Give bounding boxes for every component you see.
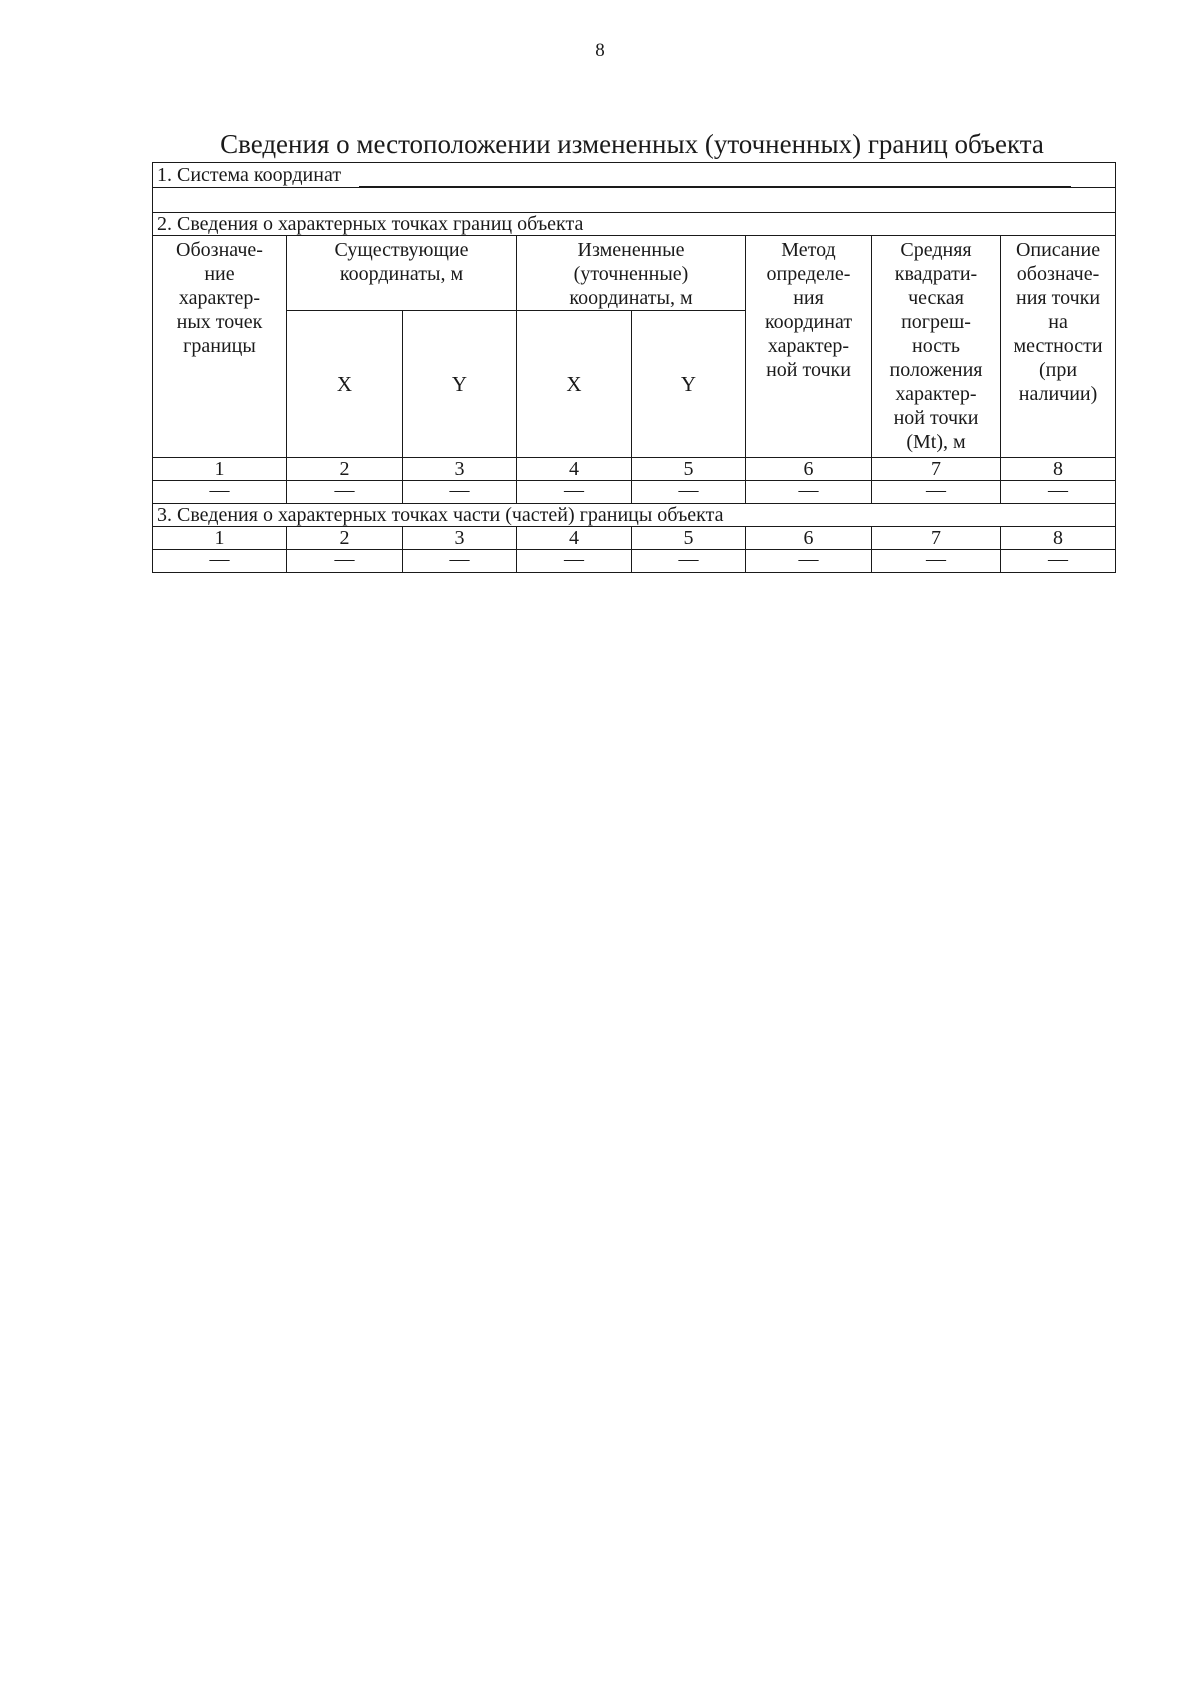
section-3-column-numbers bbox=[153, 527, 1116, 550]
table-cell: — bbox=[746, 481, 872, 504]
header-point-description: Описание обозначе- ния точки на местности (при наличии) bbox=[1001, 236, 1116, 458]
column-number: 5 bbox=[632, 458, 746, 481]
page-number: 8 bbox=[595, 40, 605, 61]
column-number: 4 bbox=[517, 458, 632, 481]
header-method: Метод определе- ния координат характер- ной точки bbox=[746, 236, 872, 458]
column-number: 8 bbox=[1001, 527, 1116, 550]
column-number: 7 bbox=[872, 458, 1001, 481]
table-cell: — bbox=[153, 550, 287, 573]
column-number: 1 bbox=[153, 527, 287, 550]
boundary-points-table bbox=[152, 162, 1116, 573]
section-3-title: 3. Сведения о характерных точках части (частей) границы объекта bbox=[153, 504, 1116, 527]
table-cell: — bbox=[403, 481, 517, 504]
column-number: 4 bbox=[517, 527, 632, 550]
table-cell: — bbox=[872, 481, 1001, 504]
column-number: 3 bbox=[403, 458, 517, 481]
coordinate-system-label: 1. Система координат bbox=[157, 164, 342, 186]
coordinate-system-field bbox=[359, 168, 1071, 187]
table-cell: — bbox=[1001, 481, 1116, 504]
column-number: 5 bbox=[632, 527, 746, 550]
table-cell: — bbox=[403, 550, 517, 573]
column-number: 2 bbox=[287, 527, 403, 550]
table-cell: — bbox=[746, 550, 872, 573]
header-existing-coordinates: Существующие координаты, м bbox=[287, 236, 517, 311]
header-changed-y: Y bbox=[632, 311, 746, 458]
table-cell: — bbox=[287, 550, 403, 573]
table-cell: — bbox=[287, 481, 403, 504]
section-3-row bbox=[153, 504, 1116, 527]
blank-row bbox=[153, 188, 1116, 213]
column-number: 7 bbox=[872, 527, 1001, 550]
header-changed-x: X bbox=[517, 311, 632, 458]
table-cell: — bbox=[632, 481, 746, 504]
column-number: 6 bbox=[746, 458, 872, 481]
column-number: 8 bbox=[1001, 458, 1116, 481]
blank-cell bbox=[153, 188, 1116, 213]
column-number: 6 bbox=[746, 527, 872, 550]
header-changed-coordinates: Измененные (уточненные) координаты, м bbox=[517, 236, 746, 311]
section-3-data-row bbox=[153, 550, 1116, 573]
header-designation: Обозначе- ние характер- ных точек границы bbox=[153, 236, 287, 458]
table-cell: — bbox=[153, 481, 287, 504]
header-mean-square-error: Средняя квадрати- ческая погреш- ность положения характер- ной точки (Mt), м bbox=[872, 236, 1001, 458]
header-row-1 bbox=[153, 236, 1116, 311]
table-cell: — bbox=[1001, 550, 1116, 573]
section-2-title: 2. Сведения о характерных точках границ объекта bbox=[153, 213, 1116, 236]
coordinate-system-row bbox=[153, 163, 1116, 188]
section-2-row bbox=[153, 213, 1116, 236]
document-title: Сведения о местоположении измененных (уточненных) границ объекта bbox=[220, 129, 1044, 159]
column-number: 3 bbox=[403, 527, 517, 550]
table-cell: — bbox=[872, 550, 1001, 573]
table-cell: — bbox=[632, 550, 746, 573]
header-existing-y: Y bbox=[403, 311, 517, 458]
section-2-data-row bbox=[153, 481, 1116, 504]
header-existing-x: X bbox=[287, 311, 403, 458]
column-number: 2 bbox=[287, 458, 403, 481]
table-cell: — bbox=[517, 481, 632, 504]
section-2-column-numbers bbox=[153, 458, 1116, 481]
coordinate-system-cell bbox=[153, 163, 1116, 188]
table-cell: — bbox=[517, 550, 632, 573]
column-number: 1 bbox=[153, 458, 287, 481]
